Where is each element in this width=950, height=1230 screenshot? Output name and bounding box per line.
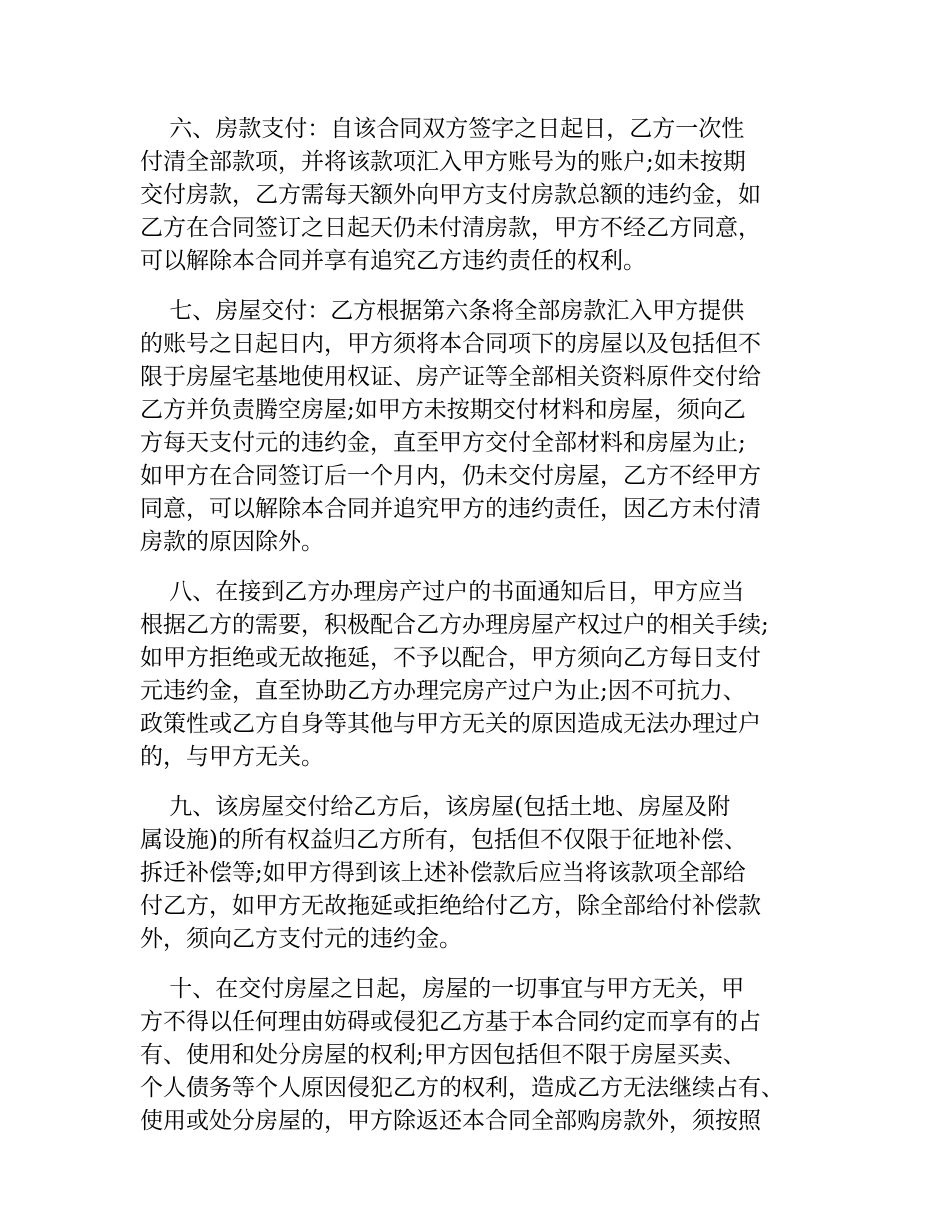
text-line: 有、使用和处分房屋的权利;甲方因包括但不限于房屋买卖、 — [140, 1042, 746, 1068]
text-line: 使用或处分房屋的，甲方除返还本合同全部购房款外，须按照 — [140, 1108, 761, 1134]
clause-9-paragraph — [140, 791, 830, 956]
text-line: 九、该房屋交付给乙方后，该房屋(包括土地、房屋及附 — [140, 794, 731, 820]
text-line: 交付房款，乙方需每天额外向甲方支付房款总额的违约金，如 — [140, 182, 761, 208]
clause-7-paragraph — [140, 295, 830, 559]
text-line: 八、在接到乙方办理房产过户的书面通知后日，甲方应当 — [140, 579, 745, 605]
document-body — [140, 113, 830, 1155]
text-line: 乙方在合同签订之日起天仍未付清房款，甲方不经乙方同意， — [140, 215, 761, 241]
text-line: 付乙方，如甲方无故拖延或拒绝给付乙方，除全部给付补偿款 — [140, 893, 761, 919]
text-line: 个人债务等个人原因侵犯乙方的权利，造成乙方无法继续占有、 — [140, 1075, 784, 1101]
text-line: 拆迁补偿等;如甲方得到该上述补偿款后应当将该款项全部给 — [140, 860, 746, 886]
clause-8-paragraph — [140, 576, 830, 774]
text-line: 六、房款支付：自该合同双方签字之日起日，乙方一次性 — [140, 116, 745, 142]
text-line: 七、房屋交付：乙方根据第六条将全部房款汇入甲方提供 — [140, 298, 745, 324]
text-line: 乙方并负责腾空房屋;如甲方未按期交付材料和房屋，须向乙 — [140, 397, 746, 423]
text-line: 限于房屋宅基地使用权证、房产证等全部相关资料原件交付给 — [140, 364, 761, 390]
clause-6-paragraph — [140, 113, 830, 278]
text-line: 的，与甲方无关。 — [140, 744, 324, 770]
text-line: 十、在交付房屋之日起，房屋的一切事宜与甲方无关，甲 — [140, 976, 745, 1002]
text-line: 政策性或乙方自身等其他与甲方无关的原因造成无法办理过户 — [140, 711, 761, 737]
text-line: 外，须向乙方支付元的违约金。 — [140, 926, 462, 952]
text-line: 根据乙方的需要，积极配合乙方办理房屋产权过户的相关手续; — [140, 612, 769, 638]
clause-10-paragraph — [140, 973, 830, 1138]
text-line: 方每天支付元的违约金，直至甲方交付全部材料和房屋为止; — [140, 430, 746, 456]
text-line: 的账号之日起日内，甲方须将本合同项下的房屋以及包括但不 — [140, 331, 761, 357]
text-line: 方不得以任何理由妨碍或侵犯乙方基于本合同约定而享有的占 — [140, 1009, 761, 1035]
text-line: 房款的原因除外。 — [140, 529, 324, 555]
text-line: 如甲方在合同签订后一个月内，仍未交付房屋，乙方不经甲方 — [140, 463, 761, 489]
text-line: 如甲方拒绝或无故拖延，不予以配合，甲方须向乙方每日支付 — [140, 645, 761, 671]
text-line: 付清全部款项，并将该款项汇入甲方账号为的账户;如未按期 — [140, 149, 746, 175]
text-line: 元违约金，直至协助乙方办理完房产过户为止;因不可抗力、 — [140, 678, 746, 704]
text-line: 属设施)的所有权益归乙方所有，包括但不仅限于征地补偿、 — [140, 827, 747, 853]
text-line: 同意，可以解除本合同并追究甲方的违约责任，因乙方未付清 — [140, 496, 761, 522]
text-line: 可以解除本合同并享有追究乙方违约责任的权利。 — [140, 248, 646, 274]
